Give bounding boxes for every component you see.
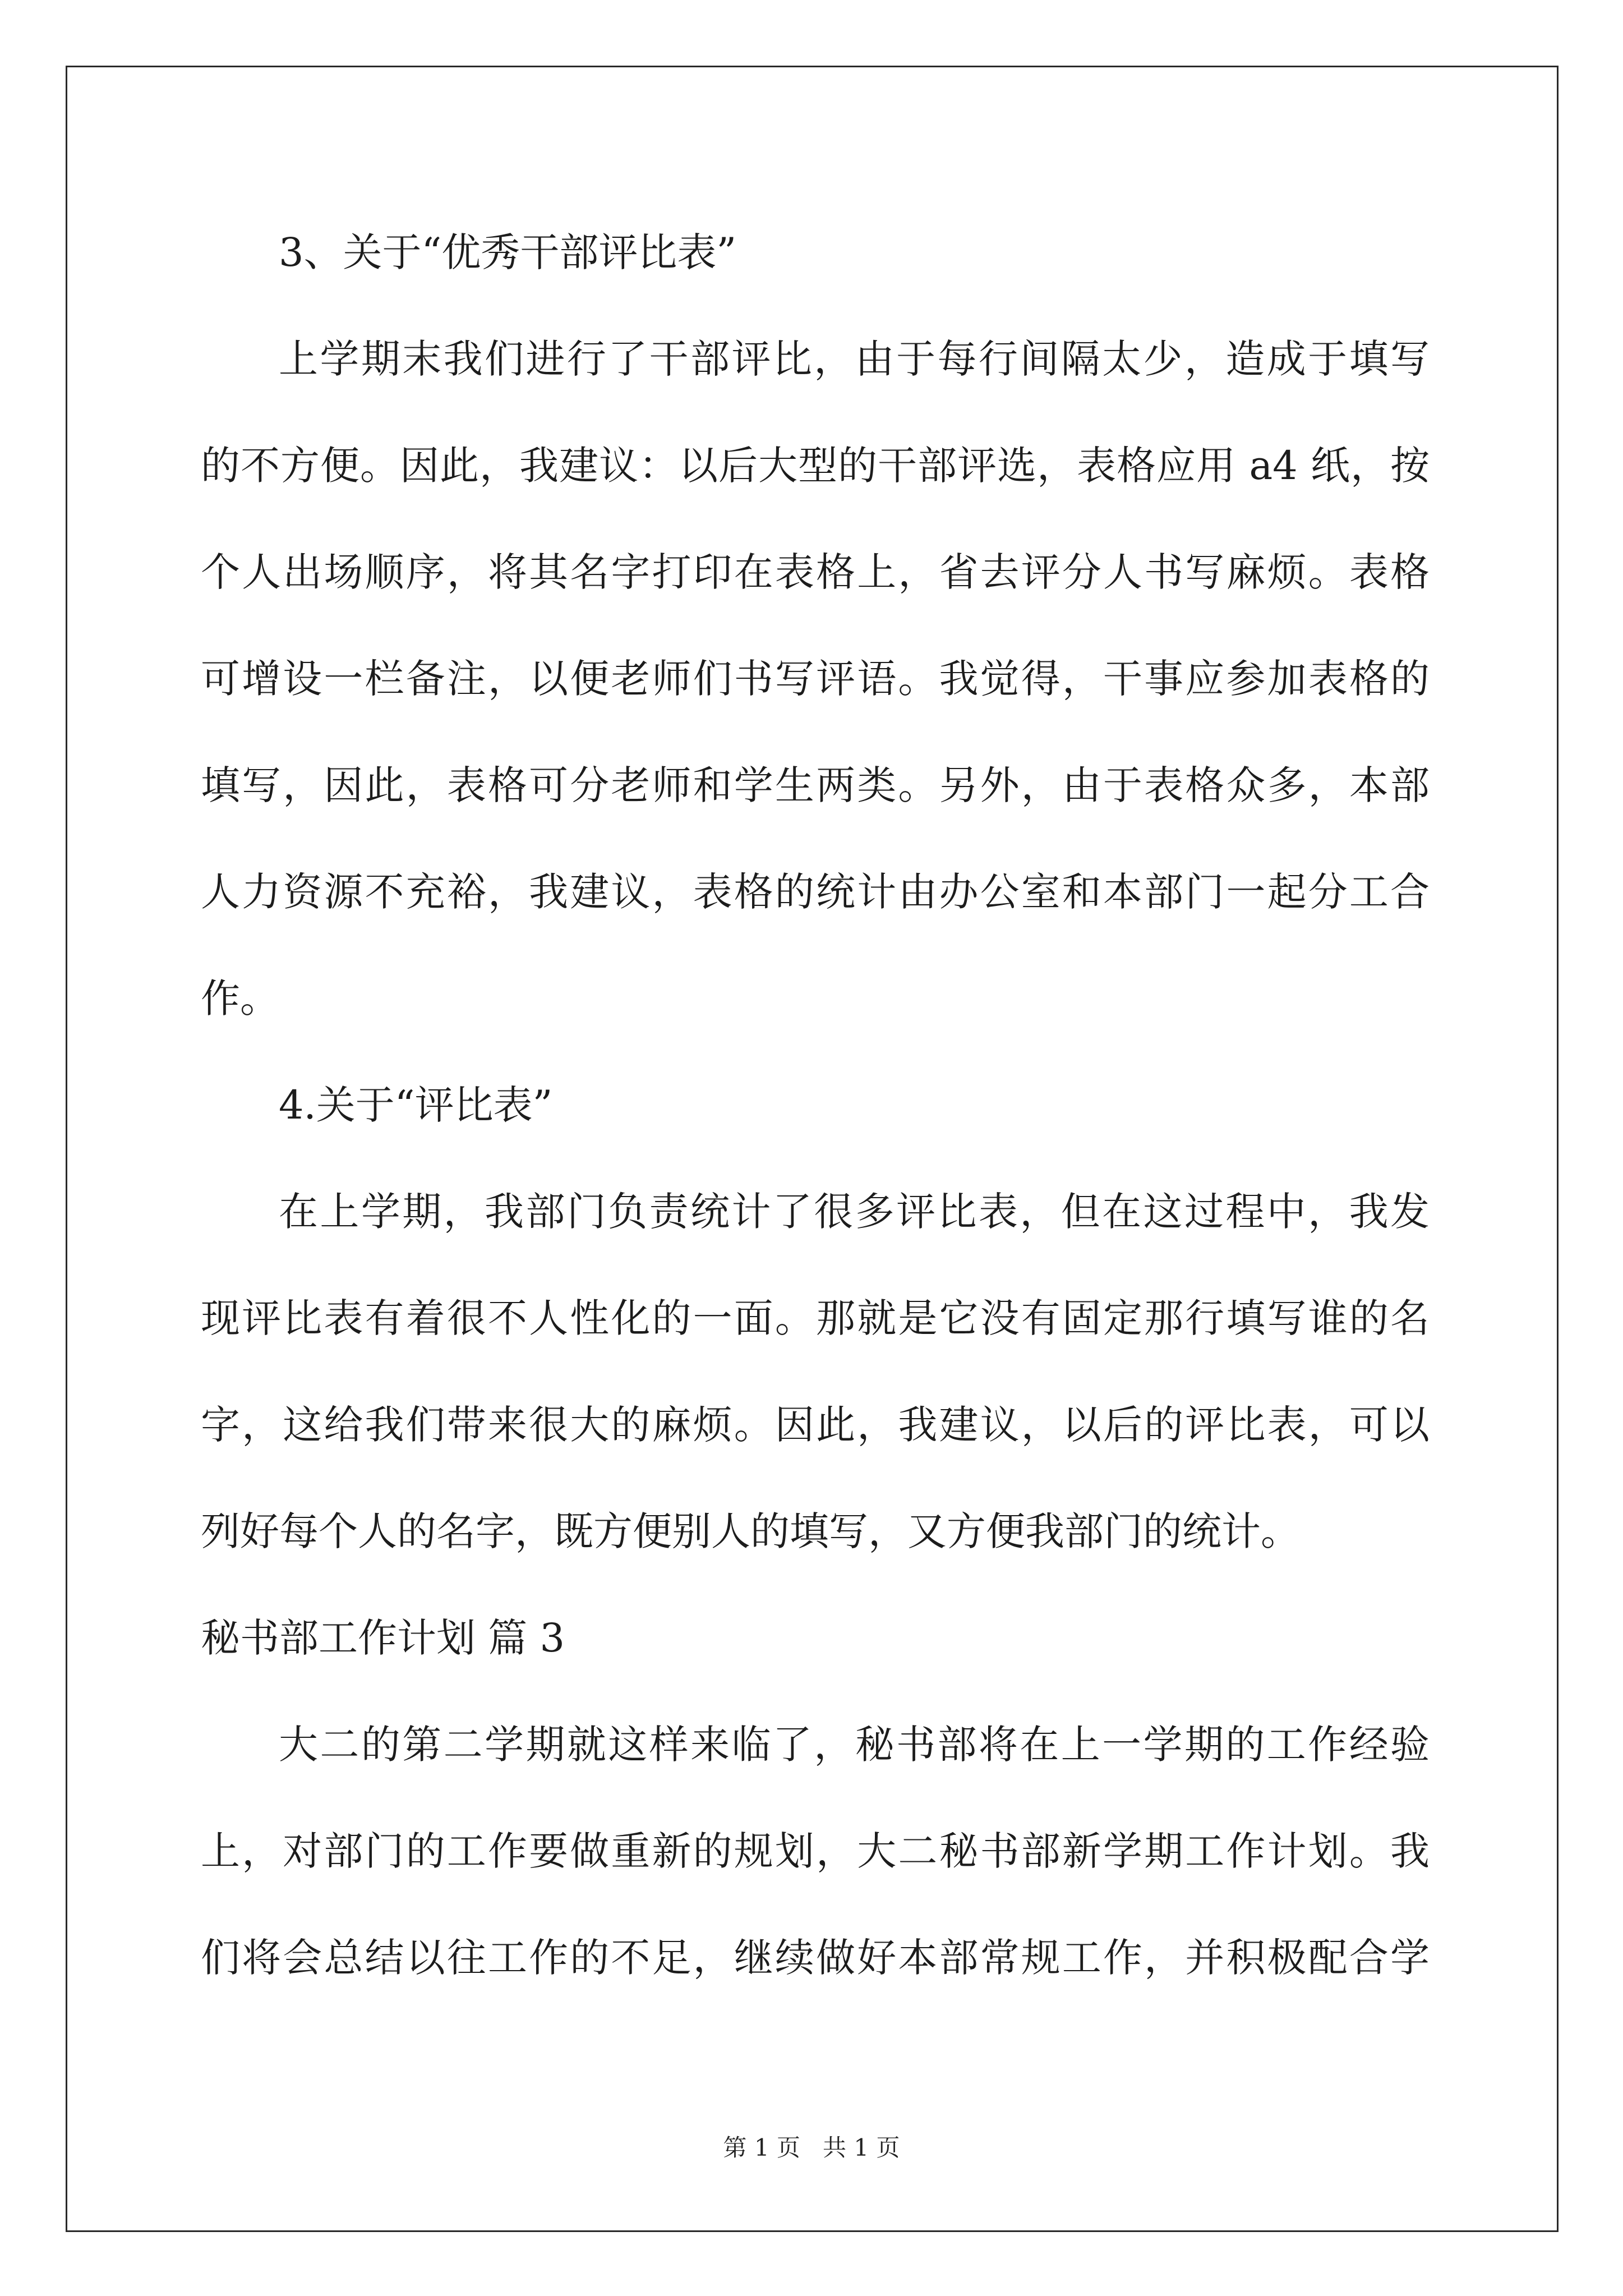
paragraph-line: 大二的第二学期就这样来临了，秘书部将在上一学期的工作经验 — [279, 1722, 1430, 1768]
paragraph-line: 个人出场顺序，将其名字打印在表格上，省去评分人书写麻烦。表格 — [201, 549, 1430, 595]
paragraph-line: 上学期末我们进行了干部评比，由于每行间隔太少，造成于填写 — [279, 336, 1430, 382]
paragraph-line: 在上学期，我部门负责统计了很多评比表，但在这过程中，我发 — [279, 1189, 1430, 1235]
paragraph-line: 作。 — [201, 976, 279, 1022]
article-title: 秘书部工作计划 篇 3 — [201, 1615, 565, 1661]
paragraph-line: 上，对部门的工作要做重新的规划，大二秘书部新学期工作计划。我 — [201, 1828, 1430, 1874]
paragraph-line: 们将会总结以往工作的不足，继续做好本部常规工作，并积极配合学 — [201, 1935, 1430, 1981]
page-footer: 第 1 页 共 1 页 — [723, 2134, 900, 2161]
paragraph-line: 可增设一栏备注，以便老师们书写评语。我觉得，干事应参加表格的 — [201, 656, 1430, 702]
paragraph-line: 的不方便。因此，我建议：以后大型的干部评选，表格应用 a4 纸，按 — [201, 443, 1430, 489]
section-heading-3: 3、关于“优秀干部评比表” — [279, 229, 737, 275]
document-body — [201, 199, 1430, 2011]
paragraph-line: 现评比表有着很不人性化的一面。那就是它没有固定那行填写谁的名 — [201, 1295, 1430, 1341]
paragraph-line: 字，这给我们带来很大的麻烦。因此，我建议，以后的评比表，可以 — [201, 1402, 1430, 1448]
paragraph-line: 填写，因此，表格可分老师和学生两类。另外，由于表格众多，本部 — [201, 762, 1430, 808]
paragraph-line: 人力资源不充裕，我建议，表格的统计由办公室和本部门一起分工合 — [201, 869, 1430, 915]
section-heading-4: 4.关于“评比表” — [279, 1082, 553, 1128]
paragraph-line: 列好每个人的名字，既方便别人的填写，又方便我部门的统计。 — [201, 1508, 1300, 1554]
